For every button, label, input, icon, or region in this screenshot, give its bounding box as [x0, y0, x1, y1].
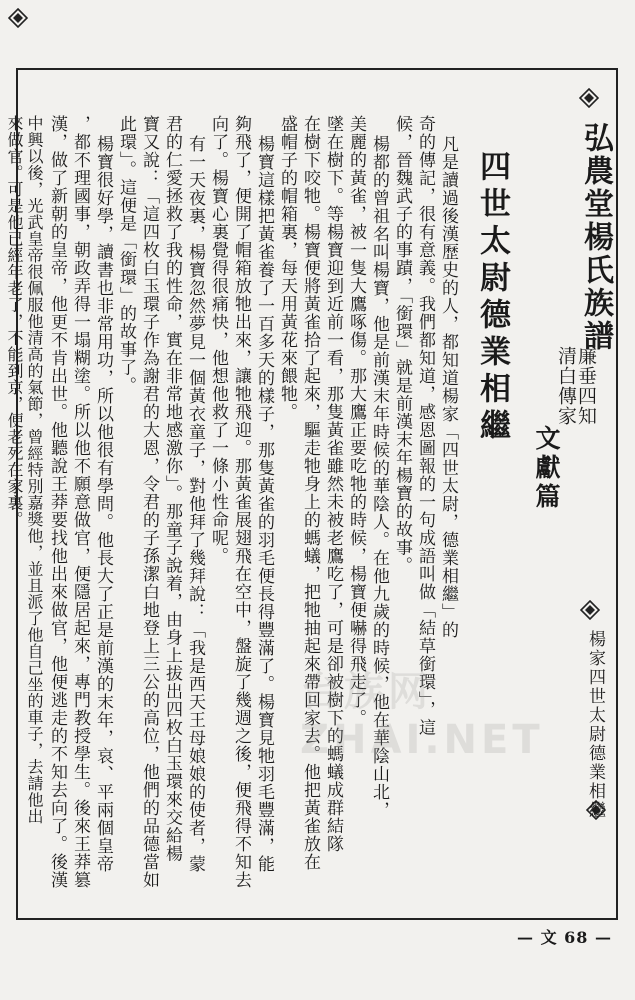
watermark: 台族网 ZHAI.NET	[300, 669, 544, 763]
diamond-ornament-icon	[8, 8, 28, 28]
page-number: — 文 68 —	[517, 928, 612, 947]
body-column: 夠飛了，便開了帽箱放牠出來，讓牠飛迎。那黃雀展翅飛在空中，盤旋了幾週之後，便飛得不知去	[231, 115, 251, 889]
body-column: 君的仁愛拯救了我的性命，實在非常地感激你」。那童子說着，由身上拔出四枚白玉環來交給楊	[162, 115, 182, 863]
body-column: 楊寶很好學，讀書也非常用功，所以他很有學問。他長大了正是前漢的末年，哀、平兩個皇帝	[93, 135, 113, 873]
body-column: 凡是讀過後漢歷史的人，都知道楊家「四世太尉，德業相繼」的	[438, 135, 458, 639]
diamond-ornament-icon	[579, 88, 599, 108]
body-column: 盛帽子的帽箱裏，每天用黃花來餵牠。	[277, 115, 297, 421]
body-column: 漢，做了新朝的皇帝，他更不肯出世。他聽說王莽要找他出來做官，他便逃走的不知去向了。後漢	[47, 115, 67, 889]
compilers-line-1: 廉垂四知	[575, 346, 597, 426]
body-column: 美麗的黃雀，被一隻大鷹啄傷。那大鷹正要吃牠的時候，楊寶便嚇得飛走了。	[346, 115, 366, 727]
body-column: 中興以後，光武皇帝很佩服他清高的氣節，曾經特別嘉獎他，並且派了他自己坐的車子，去請他出	[25, 115, 44, 825]
body-column: 候，晉魏武子的事蹟，「銜環」就是前漢末年楊寶的故事。	[392, 115, 412, 575]
body-column: 墜在樹下。等楊寶迎到近前一看，那隻黃雀雖然未被老鷹吃了，可是卻被樹下的螞蟻成群結隊	[323, 115, 343, 853]
body-column: 寶又說：「這四枚白玉環子作為謝君的大恩，令君的子孫潔白地登上三公的高位，他們的品德當如	[139, 115, 159, 889]
section-name: 文獻篇	[532, 425, 561, 512]
article-title: 四世太尉德業相繼	[474, 150, 510, 446]
body-column: ，都不理國事，朝政弄得一塌糊塗。所以他不願意做官，便隱居起來，專門教授學生。後來王莽篡	[70, 115, 90, 889]
running-title: 楊家四世太尉德業相繼	[585, 630, 605, 820]
body-column: 楊寶這樣把黃雀養了一百多天的樣子，那隻黃雀的羽毛便長得豐滿了。楊寶見牠羽毛豐滿，能	[254, 135, 274, 873]
body-column: 奇的傳記，很有意義。我們都知道，感恩圖報的一句成語叫做「結草銜環」，這	[415, 115, 435, 737]
body-column: 來做官。可是他已經年老了，不能到京，便老死在家裏。	[5, 115, 24, 528]
body-column: 楊都的曾祖名叫楊寶，他是前漢末年時候的華陰人。在他九歲的時候，他在華陰山北，	[369, 135, 389, 819]
body-column: 有一天夜裏，楊寶忽然夢見一個黃衣童子，對他拜了幾拜說：「我是西天王母娘娘的使者，蒙	[185, 135, 205, 873]
body-column: 在樹下咬牠。楊寶便將黃雀拾了起來，驅走牠身上的螞蟻，把牠抽起來帶回家去。他把黃雀放在	[300, 115, 320, 871]
family-title: 弘農堂楊氏族譜	[578, 122, 613, 353]
compilers-line-2: 清白傳家	[555, 346, 577, 426]
body-column: 此環」。這便是「銜環」的故事了。	[116, 115, 136, 395]
body-column: 向了。楊寶心裏覺得很痛快，他想他救了一條小性命呢。	[208, 115, 228, 565]
diamond-ornament-icon	[580, 600, 600, 620]
